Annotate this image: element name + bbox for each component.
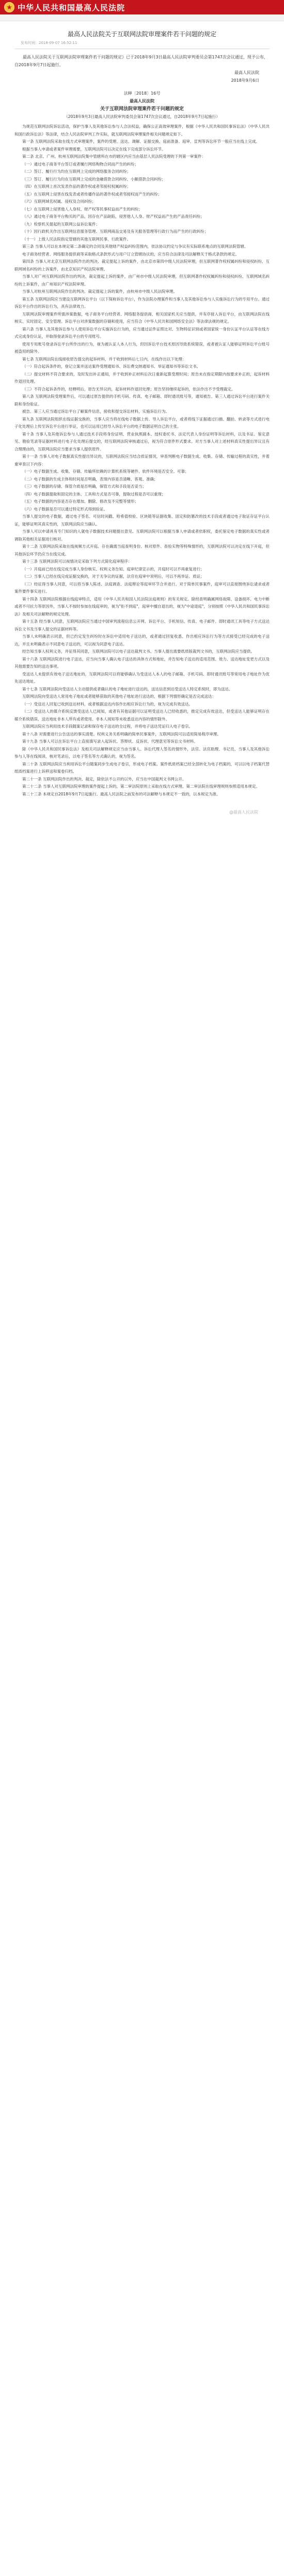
body-paragraph: 第十条 当事人及其他诉讼参与人通过技术手段将身份证明、营业执照副本、授权委托书、法定代表人身份证明等诉讼材料，以及书证、鉴定意见、勘验笔录等证据材料进行电子化处理后提交的，经互联网法院审核通过后，视为符合原件形式要求。对方当事人对上述材料真实性提出异议且有合理理由的，互联网法院应当要求当事人提供原件。 <box>14 431 270 451</box>
article <box>0 21 284 829</box>
document-number: 法释〔2018〕16号 <box>123 91 161 96</box>
body-paragraph: （九）检察机关提起的互联网公益诉讼案件； <box>22 221 100 227</box>
body-paragraph: （一）符合起诉条件的，登记立案并送达案件受理通知书、诉讼费交纳通知书、举证通知书等诉讼文书。 <box>22 364 200 369</box>
article-title: 最高人民法院关于互联网法院审理案件若干问题的规定 <box>67 31 216 38</box>
body-paragraph: （二）电子数据的生成主体和时间是否明确，表现内容是否清晰、客观、准确； <box>22 476 158 481</box>
body-paragraph: 第四条 当事人对北京互联网法院作出的判决、裁定提起上诉的案件，由北京市第四中级人民法院审理，但互联网著作权权属纠纷和侵权纠纷、互联网域名纠纷的上诉案件，由北京知识产权法院审理。 <box>14 259 270 272</box>
body-paragraph: 当事人对广州互联网法院作出的判决、裁定提起上诉的案件，由广州市中级人民法院审理，但互联网著作权权属纠纷和侵权纠纷、互联网域名纠纷的上诉案件，由广州知识产权法院审理。 <box>14 274 270 287</box>
body-paragraph: 电子商务经营者、网络服务提供商等采取格式条款形式与用户订立管辖协议的，应当符合法律及司法解释关于格式条款的规定。 <box>22 251 239 257</box>
body-paragraph: 第十一条 当事人对电子数据真实性提出异议的，互联网法院应当结合质证情况，审查判断电子数据生成、收集、存储、传输过程的真实性，并着重审查以下内容： <box>14 454 270 466</box>
body-paragraph: （六）电子数据是否可以通过特定形式得到验证。 <box>22 506 107 511</box>
body-paragraph: （十一）上级人民法院指定管辖的其他互联网民事、行政案件。 <box>22 236 131 242</box>
body-paragraph: （一）电子数据生成、收集、存储、传输所依赖的计算机系统等硬件、软件环境是否安全、可靠； <box>22 469 189 474</box>
site-title[interactable]: 中华人民共和国最高人民法院 <box>18 3 125 12</box>
body-paragraph: 第九条 互联网法院组织在线证据交换的，当事人应当将在线电子数据上传、导入诉讼平台，或者将线下证据通过扫描、翻拍、转录等方式进行电子化处理后上传至诉讼平台进行举证，也可以运用已经导入诉讼平台的电子数据证明自己的主张。 <box>14 416 270 429</box>
body-paragraph: 第二条 北京、广州、杭州互联网法院集中管辖所在市的辖区内应当由基层人民法院受理的下列第一审案件： <box>22 154 206 159</box>
source-watermark: @最高人民法院 <box>229 810 258 815</box>
body-paragraph: （四）电子数据提取和固定的主体、工具和方式是否可靠，提取过程是否可以重现； <box>22 491 166 496</box>
body-paragraph: 第二十条 互联网法院应当利用诉讼平台随案同步生成电子卷宗，形成电子档案。案件纸质档案已经全部转化为电子档案的，可以以电子档案代替纸质档案进行上诉移送和案卷归档。 <box>14 761 270 774</box>
document-body <box>14 123 270 798</box>
nav-strip <box>0 14 284 21</box>
body-paragraph: 除《中华人民共和国民事诉讼法》及相关司法解释规定应当由当事人、诉讼代理人签名的情形外，法官、法官助理、书记员、当事人及其他诉讼参与人等在线阅读、核对笔录后，以电子签名等方式确认的，视为签名。 <box>14 746 270 759</box>
national-emblem-icon <box>4 2 14 12</box>
body-paragraph: 当事人对杭州互联网法院作出的判决、裁定提起上诉的案件，由杭州市中级人民法院审理。 <box>22 289 177 294</box>
notice-body: 最高人民法院关于互联网法院审理案件若干问题的规定》已于2018年9月3日最高人民法院审判委员会第1747次会议通过，现予公布，自2018年9月7日起施行。 <box>14 55 268 67</box>
notice-signature: 最高人民法院 <box>234 70 259 75</box>
body-paragraph: （二）当事人已经在线完成证据交换的，对于无争议的证据，法官在庭审中说明后，可以不再举证、质证； <box>22 574 204 579</box>
body-paragraph: 第二十三条 本规定自2018年9月7日起施行。最高人民法院之前发布的司法解释与本规定不一致的，以本规定为准。 <box>22 791 220 796</box>
body-paragraph: （四）在互联网上首次发表作品的著作权或者邻接权权属纠纷； <box>22 184 131 189</box>
body-paragraph: 第三条 当事人可以在本规定第二条确定的合同及其他财产权益纠纷范围内，依法协议约定与争议有实际联系地点的互联网法院管辖。 <box>22 244 248 249</box>
body-paragraph: 为规范互联网法院诉讼活动，保护当事人及其他诉讼参与人合法权益，确保公正高效审理案件，根据《中华人民共和国民事诉讼法》《中华人民共和国行政诉讼法》等法律，结合人民法院审判工作实际，就互联网法院审理案件相关问题规定如下。 <box>14 124 270 137</box>
body-paragraph: 第一条 互联网法院采取在线方式审理案件，案件的受理、送达、调解、证据交换、庭前准备、庭审、宣判等诉讼环节一般应当在线上完成。 <box>22 139 260 144</box>
body-paragraph: 当事人未明确表示同意，但已约定发生纠纷时在诉讼中适用电子送达的，或者通过回复收悉、作出相应诉讼行为等方式接受已经完成的电子送达，并且未明确表示不同意电子送达的，可以视为同意电子送达。 <box>14 634 270 646</box>
body-paragraph: 第五条 互联网法院应当建设互联网诉讼平台（以下简称诉讼平台），作为法院办理案件和当事人及其他诉讼参与人实施诉讼行为的专用平台。通过诉讼平台作出的诉讼行为，具有法律效力。 <box>14 296 270 309</box>
body-paragraph: （五）在互联网上侵害在线发表或者传播作品的著作权或者邻接权而产生的纠纷； <box>22 191 162 197</box>
body-paragraph: （三）经征得当事人同意，可以将当事人陈述、法庭调查、法庭辩论等庭审环节合并进行。对于简单民事案件，庭审可以直接围绕诉讼请求或者案件要件事实进行。 <box>14 581 270 594</box>
body-paragraph: （七）在互联网上侵害他人人身权、财产权等民事权益而产生的纠纷； <box>22 206 143 212</box>
body-paragraph: （一）通过电子商务平台签订或者履行网络购物合同而产生的纠纷； <box>22 161 138 167</box>
body-paragraph: 当事人可以申请具有专门知识的人就电子数据技术问题提出意见。互联网法院可以根据当事人申请或者依职权，委托鉴定电子数据的真实性或者调取其他相关证据进行核对。 <box>14 529 270 541</box>
body-paragraph: （二）签订、履行行为均在互联网上完成的网络服务合同纠纷； <box>22 169 131 174</box>
body-paragraph: 第十六条 互联网法院进行电子送达，应当向当事人确认电子送达的具体方式和地址，并告知电子送达的适用范围、效力、送达地址变更方式以及其他需要告知的送达事项。 <box>14 656 270 669</box>
body-paragraph: 受送达人未提供有效电子送达地址的，互联网法院可以将能够确认为受送达人本人的电子邮箱、手机号码、即时通讯账号等常用电子地址作为优先送达地址。 <box>14 671 270 684</box>
body-paragraph: 第十九条 当事人可以在诉讼平台上直接填写录入起诉状、答辩状、反诉状、代理意见等诉讼文书材料。 <box>22 739 198 744</box>
body-paragraph: 第十五条 经当事人同意，互联网法院应当通过中国审判流程信息公开网、诉讼平台、手机短信、传真、电子邮件、即时通讯工具等电子方式送达诉讼文书及当事人提交的证据材料等。 <box>14 619 270 631</box>
body-paragraph: 第十二条 互联网法院采取在线视频方式开庭。存在确需当庭查明身份、核对原件、查验实物等特殊情形的，互联网法院可以决定在线下开庭，但其他诉讼环节仍应当在线完成。 <box>14 544 270 556</box>
body-paragraph: （一）受送达人回复已收到送达材料，或者根据送达内容作出相应诉讼行为的，视为完成有效送达。 <box>22 701 193 706</box>
body-paragraph: 使用专用账号登录诉讼平台所作出的行为，视为被认证人本人行为，但因诉讼平台技术原因导致系统错误，或者被认证人能够证明诉讼平台账号被盗用的除外。 <box>14 341 270 354</box>
body-paragraph: 第十三条 互联网法院可以视情决定采取下列方式简化庭审程序： <box>22 559 132 564</box>
body-paragraph: （三）不符合起诉条件的，经释明后，原告无异议的，起诉材料作退回处理；原告坚持继续起诉的，依法作出不予受理裁定。 <box>22 386 235 391</box>
document-subtitle: （2018年9月3日最高人民法院审判委员会第1747次会议通过，自2018年9月7日起施行） <box>64 114 220 119</box>
site-header <box>0 0 284 14</box>
article-footer <box>14 798 270 829</box>
body-paragraph: （十）因行政机关作出互联网信息服务管理、互联网商品交易及有关服务管理等行政行为而产生的行政纠纷； <box>22 229 208 234</box>
body-paragraph: （六）互联网域名权属、侵权及合同纠纷； <box>22 199 96 204</box>
body-paragraph: 第八条 互联网法院受理案件后，可以通过原告提供的手机号码、传真、电子邮箱、即时通讯账号等，通知被告、第三人通过诉讼平台进行案件关联和身份验证。 <box>14 394 270 406</box>
body-paragraph: 互联网法院应当利用技术手段随案记录和保存电子送达的全过程，并将电子送达凭证归入电子卷宗。 <box>22 724 193 729</box>
document-title: 关于互联网法院审理案件若干问题的规定 <box>100 107 184 112</box>
body-paragraph: 经告知当事人权利义务，并征得其同意，互联网法院可以电子送达裁判文书。当事人提出需要纸质版裁判文书的，互联网法院应当提供。 <box>22 649 255 654</box>
notice-date: 2018年9月6日 <box>231 78 259 83</box>
body-paragraph: 第二十一条 互联网法院作出的判决、裁定，除依法不公开的以外，应当在中国裁判文书网公开。 <box>22 776 186 781</box>
body-paragraph: 当事人提交的电子数据，通过电子签名、可信时间戳、哈希值校验、区块链等证据收集、固定和防篡改的技术手段或者通过电子取证存证平台认证，能够证明其真实性的，互联网法院应当确认。 <box>14 514 270 526</box>
body-paragraph: （一）开庭前已经在线完成当事人身份核实、权利义务告知、庭审纪律宣示的，开庭时可以不再重复进行； <box>22 566 204 571</box>
body-paragraph: 根据当事人申请或者案件审理需要，互联网法院可以决定在线下完成部分诉讼环节。 <box>22 146 166 152</box>
body-paragraph: 第二十二条 当事人对互联网法院审理的案件提起上诉的，第二审法院原则上采取在线方式审理。第二审法院在线审理规则参照适用本规定。 <box>22 784 260 789</box>
body-paragraph: （五）电子数据的内容是否存在增加、删除、修改及不完整等情形； <box>22 499 138 504</box>
body-paragraph: 第七条 互联网法院在线接收原告提交的起诉材料，并于收到材料后七日内，在线作出以下处理： <box>22 356 186 361</box>
body-paragraph: 第十八条 对需要进行公告送达的事实清楚、权利义务关系明确的简单民事案件，互联网法院可以适用简易程序审理。 <box>22 731 221 736</box>
body-paragraph: 第十七条 互联网法院向受送达人主动提供或者确认的电子地址进行送达的，送达信息到达受送达人特定系统时，即为送达。 <box>22 686 233 691</box>
body-paragraph: 第十四条 互联网法院根据在线庭审特点，适用《中华人民共和国人民法院法庭规则》的有关规定。除经查明确属网络故障、设备损坏、电力中断或者不可抗力等原因外，当事人不按时参加在线庭审的，视为"拒不到庭"，庭审中擅自退出的，视为"中途退庭"，分别按照《中华人民共和国民事诉讼法》及相关司法解释的规定处理。 <box>14 596 270 616</box>
body-paragraph: （八）通过电子商务平台购买的产品，因存在产品缺陷，侵害他人人身、财产权益而产生的产品责任纠纷； <box>22 214 204 219</box>
document-org: 最高人民法院 <box>130 99 154 103</box>
body-paragraph: （二）受送达人的媒介系统反馈受送达人已阅知，或者有其他证据可以证明受送达人已经收悉的，推定完成有效送达，但受送达人能够证明存在媒介系统错误、送达地址非本人所有或者使用、非本人阅知等未收悉送达内容的情形除外。 <box>14 709 270 721</box>
body-paragraph: （二）提交材料不符合要求的，及时发出补正通知，并于收到补正材料后次日重新起算受理时间；原告未在指定期限内按要求补正的，起诉材料作退回处理。 <box>14 371 270 384</box>
body-paragraph: （三）签订、履行行为均在互联网上完成的金融借款合同纠纷、小额借款合同纠纷； <box>22 176 166 182</box>
body-paragraph: （三）电子数据的存储、保管介质是否明确，保管方式和手段是否妥当； <box>22 484 146 489</box>
article-meta: 发布时间：2018-09-07 16:52:11 <box>21 41 77 45</box>
body-paragraph: 互联网法院向受送达人常用电子地址或者能够获取的其他电子地址进行送达的，根据下列情形确定是否完成送达： <box>22 694 216 699</box>
body-paragraph: 互联网法院审理案件所需涉案数据，电子商务平台经营者、网络服务提供商、相关国家机关应当提供，并有序接入诉讼平台，由互联网法院在线核实、实时固定、安全管理。诉讼平台对涉案数据的存储和使用，应当符合《中华人民共和国网络安全法》等法律法规的规定。 <box>14 311 270 324</box>
body-paragraph: 被告、第三人应当通过诉讼平台了解案件信息，接收和提交诉讼材料，实施诉讼行为。 <box>22 409 169 414</box>
body-paragraph: 第六条 当事人及其他诉讼参与人使用诉讼平台实施诉讼行为的，应当通过证件证照比对、生物特征识别或者国家统一身份认证平台认证等在线方式完成身份认证，并取得登录诉讼平台的专用账号。 <box>14 326 270 339</box>
